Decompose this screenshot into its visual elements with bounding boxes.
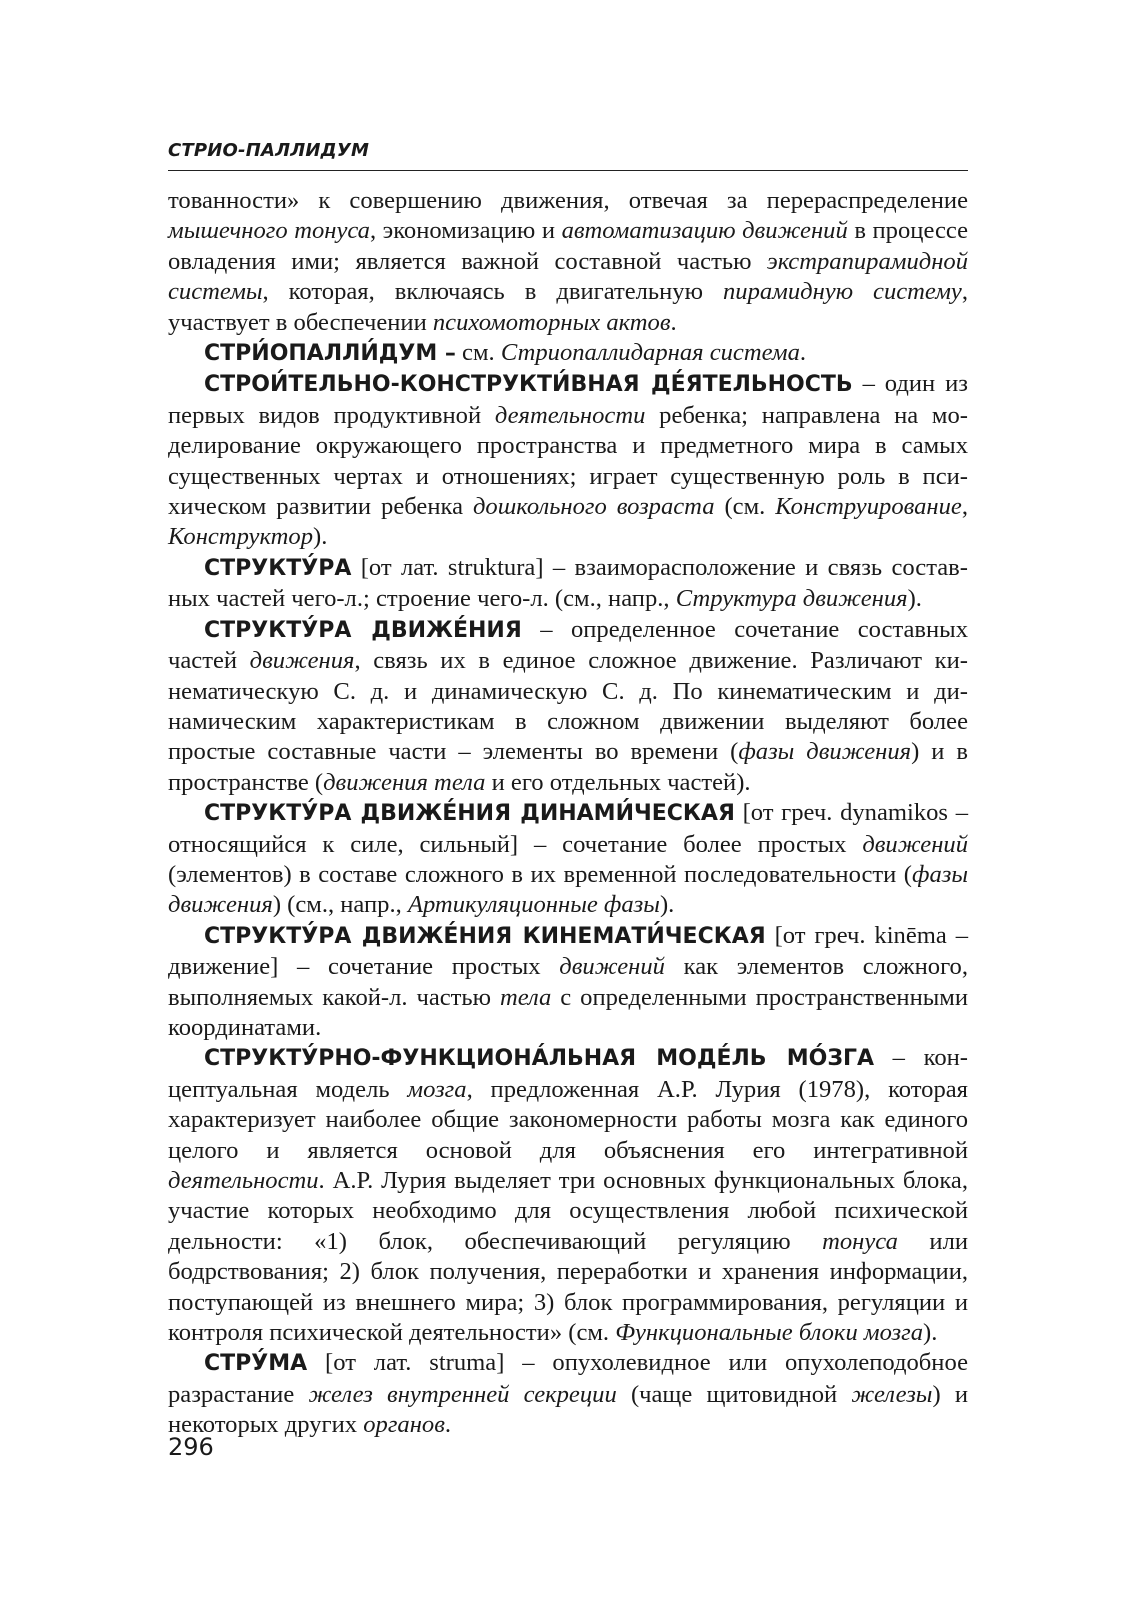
cross-reference: тела <box>499 983 552 1011</box>
page-number: 296 <box>168 1433 214 1461</box>
dictionary-entry <box>168 1043 968 1348</box>
dictionary-entry <box>168 369 968 552</box>
entry-headword: СТРИ́ОПАЛЛИ́ДУМ – <box>204 341 456 367</box>
dictionary-entry <box>168 798 968 921</box>
entry-text: , предложенная А.Р. Лурия (1978), которая характеризует наиболее общие закономерности работы мозга как единого целого и является основой для объяснения его интегративной <box>168 1075 968 1164</box>
entry-text: [от лат. struma] – опухолевидное или опухолеподобное разрастание <box>168 1349 968 1408</box>
entry-text: в процессе овладения ими; является важной составной частью <box>168 217 969 275</box>
entry-headword: СТРУ́МА <box>204 1351 308 1377</box>
entry-text: , которая, включаясь в двигательную <box>262 278 723 306</box>
entry-text: , участвует в обеспечении <box>168 278 968 336</box>
entry-text: ). <box>659 891 675 919</box>
entry-text: [от греч. kinēma – движение] – сочетание простых <box>168 921 968 981</box>
entry-text: . <box>444 1411 452 1439</box>
entry-text: ). <box>923 1319 938 1347</box>
entry-headword: СТРУКТУ́РА ДВИЖЕ́НИЯ ДИНАМИ́ЧЕСКАЯ <box>204 801 735 827</box>
entry-text: – один из первых видов продуктивной <box>168 370 968 429</box>
cross-reference: Структура движения <box>675 585 908 613</box>
entry-text: . <box>799 339 807 367</box>
cross-reference: деятельности <box>168 1167 319 1194</box>
cross-reference: движения <box>249 647 355 675</box>
cross-reference: движений <box>559 953 665 981</box>
entry-headword: СТРУКТУ́РА ДВИЖЕ́НИЯ КИНЕМАТИ́ЧЕСКАЯ <box>204 923 766 949</box>
cross-reference: движений <box>862 830 968 858</box>
entry-text: (элементов) в составе сложного в их временной последовательности ( <box>168 860 912 888</box>
cross-reference: Конструирование <box>775 493 962 521</box>
dictionary-body <box>168 186 968 1441</box>
entry-text: ) и некоторых других <box>168 1380 969 1439</box>
cross-reference: фазы движения <box>168 860 968 919</box>
entry-headword: СТРУКТУ́РА ДВИЖЕ́НИЯ <box>204 617 522 643</box>
entry-text: . <box>670 308 677 336</box>
cross-reference: движения тела <box>323 768 486 796</box>
cross-reference: деятельности <box>494 401 646 429</box>
entry-text: – концептуальная модель <box>168 1044 968 1103</box>
entry-text: , экономизацию и <box>369 217 562 245</box>
entry-text: [от греч. dynamikos – относящийся к силе, сильный] – сочетание более простых <box>168 799 968 858</box>
dictionary-entry <box>168 1348 968 1440</box>
entry-text: (чаще щитовидной <box>616 1380 852 1408</box>
entry-text: ребенка; направлена на моделирование окружающего пространства и предметного мира в самых существенных чертах и отношениях; играет существенную роль в психическом развитии ребенка <box>168 401 968 521</box>
cross-reference: пирамидную систему <box>722 278 962 306</box>
entry-text: и его отдельных частей). <box>485 768 751 796</box>
dictionary-entry <box>168 553 968 615</box>
entry-text: ) и в пространстве ( <box>168 738 969 796</box>
cross-reference: желез внутренней секреции <box>308 1380 617 1408</box>
cross-reference: Стриопаллидарная система <box>500 339 800 367</box>
entry-headword: СТРОИ́ТЕЛЬНО-КОНСТРУКТИ́ВНАЯ ДЕ́ЯТЕЛЬНОСТЬ <box>204 372 853 398</box>
cross-reference: тонуса <box>822 1227 898 1255</box>
entry-text: (см. <box>714 493 776 521</box>
continued-paragraph <box>168 186 968 338</box>
header-rule <box>168 170 968 171</box>
entry-text: ). <box>907 585 922 613</box>
entry-text: , <box>961 493 968 521</box>
cross-reference: психомоторных актов <box>432 308 671 336</box>
entry-text: как элементов сложного, выполняемых какой-л. частью <box>168 953 968 1011</box>
entry-headword: СТРУКТУ́РНО-ФУНКЦИОНА́ЛЬНАЯ МОДЕ́ЛЬ МО́ЗГА <box>204 1046 874 1072</box>
cross-reference: экстрапирамидной системы <box>168 247 968 306</box>
cross-reference: Функциональные блоки мозга <box>615 1319 924 1347</box>
cross-reference: фазы движения <box>738 738 912 766</box>
entry-text: с определенными пространственными координатами. <box>168 983 968 1041</box>
entry-text: . А.Р. Лурия выделяет три основных функциональных блока, участие которых необходимо для осуществления любой психической дельности: «1) блок, обеспечивающий регуляцию <box>168 1167 968 1255</box>
entry-text: ). <box>313 523 328 551</box>
cross-reference: железы <box>851 1380 933 1408</box>
cross-reference: дошкольного возраста <box>472 493 715 521</box>
entry-text: , связь их в единое сложное движение. Различают кинематическую С. д. и динамическую С. д. По кинематическим и динамическим характеристикам в сложном движении выделяют более простые составные части – элементы во времени ( <box>168 647 968 766</box>
dictionary-entry <box>168 338 968 369</box>
cross-reference: мышечного тонуса <box>168 217 370 245</box>
dictionary-entry <box>168 615 968 798</box>
entry-text: см. <box>455 339 501 367</box>
entry-text: тованности» к совершению движения, отвечая за перераспределение <box>168 187 968 214</box>
cross-reference: Конструктор <box>168 523 313 551</box>
entry-headword: СТРУКТУ́РА <box>204 555 352 581</box>
cross-reference: Артикуляционные фазы <box>407 891 660 919</box>
entry-text: или бодрствования; 2) блок получения, переработки и хранения информации, поступающей из внешнего мира; 3) блок программирования, регуляции и контроля психической деятельности» (см. <box>168 1227 968 1347</box>
cross-reference: автоматизацию движений <box>561 217 848 245</box>
cross-reference: мозга <box>407 1075 467 1103</box>
dictionary-entry <box>168 921 968 1044</box>
cross-reference: органов <box>363 1411 445 1439</box>
running-head: СТРИО-ПАЛЛИДУМ <box>168 140 370 161</box>
entry-text: ) (см., напр., <box>272 891 408 919</box>
entry-text: – определенное сочетание составных частей <box>168 615 969 675</box>
entry-text: [от лат. struktura] – взаиморасположение и связь составных частей чего-л.; строение чего-л. (см., напр., <box>168 553 968 613</box>
